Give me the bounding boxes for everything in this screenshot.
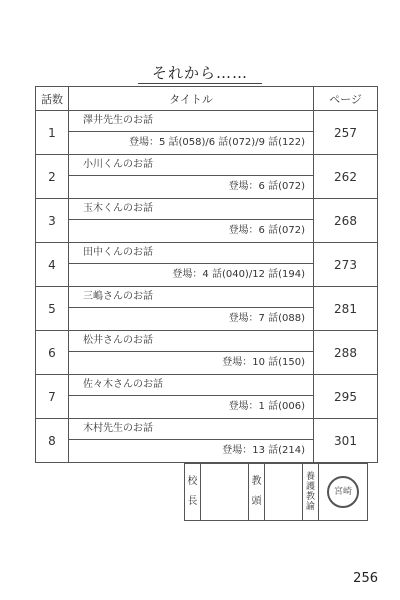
table-row [36,419,378,463]
header-num: 話数 [36,87,69,111]
table-row [36,111,378,155]
episode-number: 3 [36,199,69,243]
episode-appearance: 登場：6 話(072) [228,181,305,192]
episode-info [69,287,314,331]
episode-title: 小川くんのお話 [69,155,313,176]
episode-page: 281 [314,287,378,331]
seal-stamp: 宮 崎 [327,476,359,508]
episode-appearance: 登場：13 話(214) [222,445,305,456]
episode-info [69,155,314,199]
nurse-label: 養 護 教 諭 [303,464,319,521]
head-teacher-stamp-box [265,464,303,521]
episode-info [69,199,314,243]
table-row [36,375,378,419]
episode-number: 2 [36,155,69,199]
table-row [36,155,378,199]
episode-number: 1 [36,111,69,155]
episode-number: 6 [36,331,69,375]
episode-info [69,243,314,287]
episode-page: 295 [314,375,378,419]
contents-table [35,86,378,463]
episode-appearance: 登場：6 話(072) [228,225,305,236]
episode-title: 佐々木さんのお話 [69,375,313,396]
episode-number: 4 [36,243,69,287]
principal-stamp-box [201,464,249,521]
episode-info [69,111,314,155]
episode-appearance: 登場：1 話(006) [228,401,305,412]
episode-info [69,419,314,463]
episode-page: 301 [314,419,378,463]
episode-page: 288 [314,331,378,375]
episode-appearance: 登場：5 話(058)/6 話(072)/9 話(122) [128,137,305,148]
episode-number: 7 [36,375,69,419]
episode-title: 田中くんのお話 [69,243,313,264]
title-text: それから…… [138,64,262,84]
page-title [0,62,400,83]
episode-appearance: 登場：7 話(088) [228,313,305,324]
table-header-row [36,87,378,111]
table-row [36,331,378,375]
episode-title: 玉木くんのお話 [69,199,313,220]
episode-page: 257 [314,111,378,155]
episode-page: 273 [314,243,378,287]
episode-number: 8 [36,419,69,463]
table-row [36,287,378,331]
principal-label: 校 長 [185,464,201,521]
table-row [36,243,378,287]
episode-page: 268 [314,199,378,243]
table-row [36,199,378,243]
episode-title: 澤井先生のお話 [69,111,313,132]
episode-info [69,375,314,419]
episode-appearance: 登場：4 話(040)/12 話(194) [172,269,305,280]
head-teacher-label: 教 頭 [249,464,265,521]
approval-stamp-table [184,463,368,521]
episode-info [69,331,314,375]
episode-number: 5 [36,287,69,331]
header-title: タイトル [69,87,314,111]
episode-title: 木村先生のお話 [69,419,313,440]
episode-title: 三嶋さんのお話 [69,287,313,308]
episode-page: 262 [314,155,378,199]
header-page: ページ [314,87,378,111]
episode-appearance: 登場：10 話(150) [222,357,305,368]
page-number: 256 [353,571,378,586]
episode-title: 松井さんのお話 [69,331,313,352]
nurse-seal-box [319,464,368,521]
